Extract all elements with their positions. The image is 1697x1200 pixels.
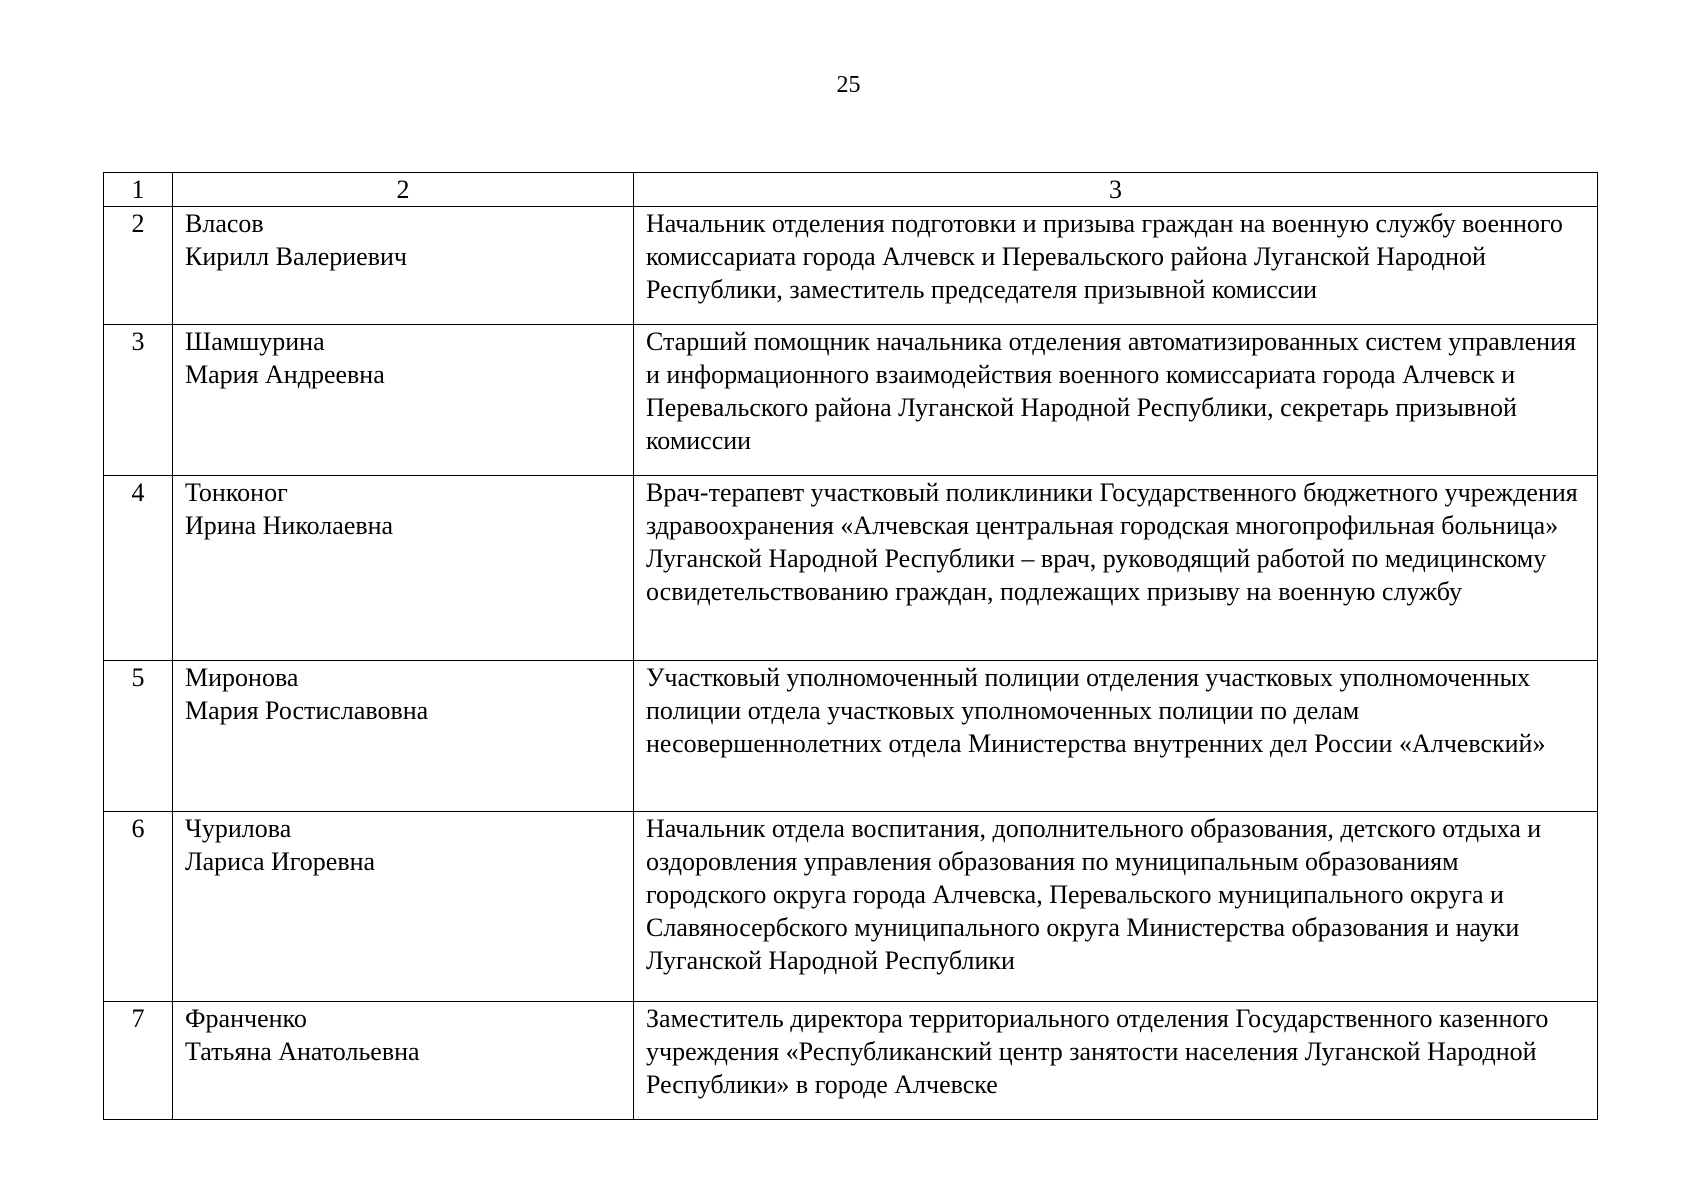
person-name [173,476,634,661]
person-surname: Миронова [185,663,299,692]
row-number: 7 [104,1002,173,1120]
person-surname: Власов [185,209,264,238]
person-name [173,207,634,325]
row-number: 2 [104,207,173,325]
person-given-names: Лариса Игоревна [185,847,376,876]
person-position [634,661,1598,812]
table-row [104,661,1598,812]
person-name [173,1002,634,1120]
person-position [634,207,1598,325]
page-number: 25 [836,72,861,98]
position-text: Участковый уполномоченный полиции отделения участковых уполномоченных полиции отдела участковых уполномоченных полиции по делам несовершеннолетних отдела Министерства внутренних дел России «Алчевский» [646,663,1546,758]
table-row [104,325,1598,476]
person-position [634,476,1598,661]
person-position [634,812,1598,1002]
position-text: Заместитель директора территориального отделения Государственного казенного учреждения «Республиканский центр занятости населения Луганской Народной Республики» в городе Алчевске [646,1004,1549,1099]
row-number: 3 [104,325,173,476]
person-position [634,1002,1598,1120]
person-given-names: Кирилл Валериевич [185,242,407,271]
person-given-names: Ирина Николаевна [185,511,394,540]
person-surname: Тонконог [185,478,288,507]
row-number: 4 [104,476,173,661]
column-number-1: 1 [104,173,173,207]
row-number: 6 [104,812,173,1002]
person-name [173,325,634,476]
table-row [104,812,1598,1002]
person-given-names: Татьяна Анатольевна [185,1037,420,1066]
person-surname: Чурилова [185,814,292,843]
person-name [173,812,634,1002]
table-row [104,476,1598,661]
column-number-2: 2 [173,173,634,207]
person-given-names: Мария Ростиславовна [185,696,429,725]
position-text: Старший помощник начальника отделения автоматизированных систем управления и информационного взаимодействия военного комиссариата города Алчевск и Перевальского района Луганской Народной Республики, секретарь призывной комиссии [646,327,1576,455]
position-text: Врач-терапевт участковый поликлиники Государственного бюджетного учреждения здравоохранения «Алчевская центральная городская многопрофильная больница» Луганской Народной Республики – врач, руководящий работой по медицинскому освидетельствованию граждан, подлежащих призыву на военную службу [646,478,1578,606]
person-name [173,661,634,812]
table-row [104,1002,1598,1120]
table-row [104,207,1598,325]
person-given-names: Мария Андреевна [185,360,385,389]
row-number: 5 [104,661,173,812]
position-text: Начальник отдела воспитания, дополнительного образования, детского отдыха и оздоровления управления образования по муниципальным образованиям городского округа города Алчевска, Перевальского муниципального округа и Славяносербского муниципального округа Министерства образования и науки Луганской Народной Республики [646,814,1542,975]
table-header-row [104,173,1598,207]
person-position [634,325,1598,476]
person-surname: Шамшурина [185,327,325,356]
members-table [103,172,1598,1120]
person-surname: Франченко [185,1004,307,1033]
column-number-3: 3 [634,173,1598,207]
position-text: Начальник отделения подготовки и призыва граждан на военную службу военного комиссариата города Алчевск и Перевальского района Луганской Народной Республики, заместитель председателя призывной комиссии [646,209,1563,304]
